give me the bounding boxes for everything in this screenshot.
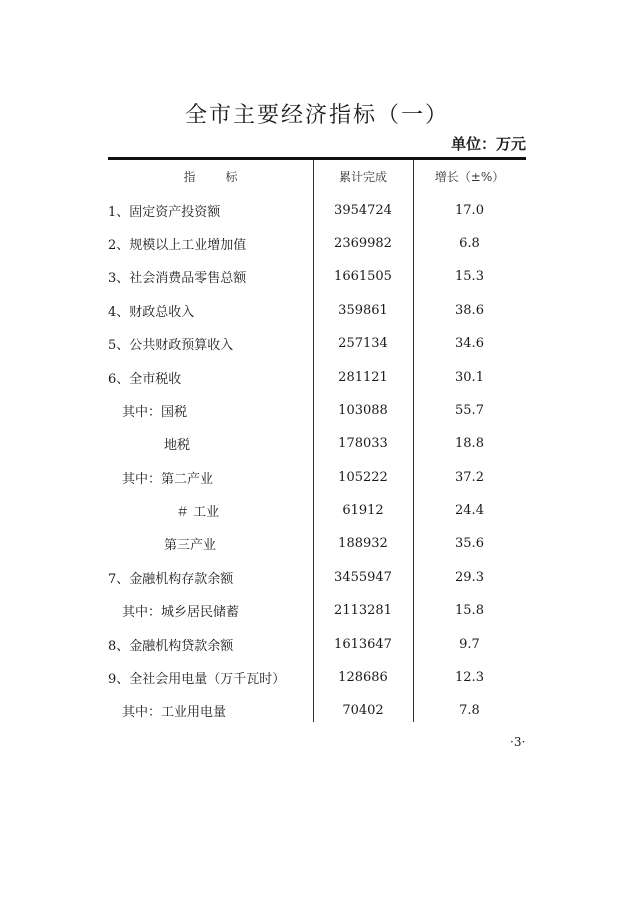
- row-name: 4、财政总收入: [108, 304, 195, 320]
- table-header-row: [108, 160, 526, 193]
- row-growth: 15.8: [455, 603, 484, 619]
- row-name: 7、金融机构存款余额: [108, 571, 234, 587]
- row-name: 3、社会消费品零售总额: [108, 271, 247, 287]
- page-title: 全市主要经济指标（一）: [184, 103, 449, 128]
- row-name: 第三产业: [164, 538, 217, 554]
- row-value: 1613647: [334, 636, 392, 652]
- row-value: 2369982: [334, 235, 392, 251]
- table-row: [108, 394, 526, 427]
- row-value: 188932: [338, 536, 388, 552]
- row-value: 3455947: [334, 569, 392, 585]
- table-row: [108, 193, 526, 226]
- row-value: 105222: [338, 469, 388, 485]
- table-row: [108, 561, 526, 594]
- table-row: [108, 227, 526, 260]
- row-value: 281121: [338, 369, 388, 385]
- row-growth: 18.8: [455, 436, 484, 452]
- row-name: 其中：工业用电量: [122, 705, 227, 721]
- row-growth: 9.7: [459, 636, 480, 652]
- row-growth: 29.3: [455, 569, 484, 585]
- table-row: [108, 494, 526, 527]
- row-value: 178033: [338, 436, 388, 452]
- indicator-table: [108, 160, 526, 728]
- row-value: 257134: [338, 336, 388, 352]
- page-number: ·3·: [510, 735, 526, 749]
- row-growth: 24.4: [455, 503, 484, 519]
- row-name: 2、规模以上工业增加值: [108, 237, 247, 253]
- row-growth: 37.2: [455, 469, 484, 485]
- row-growth: 34.6: [455, 336, 484, 352]
- row-value: 61912: [342, 503, 384, 519]
- row-growth: 38.6: [455, 302, 484, 318]
- row-name: 9、全社会用电量（万千瓦时）: [108, 672, 286, 688]
- row-growth: 35.6: [455, 536, 484, 552]
- header-growth: 增长（±%）: [434, 170, 505, 185]
- table-row: [108, 360, 526, 393]
- table-row: [108, 594, 526, 627]
- row-name: ＃ 工业: [176, 505, 220, 521]
- row-name: 8、金融机构贷款余额: [108, 638, 234, 654]
- row-name: 其中：城乡居民储蓄: [122, 605, 240, 621]
- table-row: [108, 427, 526, 460]
- row-value: 359861: [338, 302, 388, 318]
- row-value: 1661505: [334, 269, 392, 285]
- table-row: [108, 294, 526, 327]
- row-growth: 55.7: [455, 402, 484, 418]
- row-growth: 17.0: [455, 202, 484, 218]
- row-value: 128686: [338, 670, 388, 686]
- row-growth: 15.3: [455, 269, 484, 285]
- header-indicator: 指 标: [183, 170, 238, 185]
- row-name: 5、公共财政预算收入: [108, 338, 234, 354]
- row-value: 103088: [338, 402, 388, 418]
- row-name: 地税: [164, 438, 191, 454]
- table-row: [108, 327, 526, 360]
- row-growth: 30.1: [455, 369, 484, 385]
- row-name: 1、固定资产投资额: [108, 204, 221, 220]
- table-row: [108, 527, 526, 560]
- table-row: [108, 627, 526, 660]
- row-name: 其中：第二产业: [122, 471, 214, 487]
- table-row: [108, 694, 526, 727]
- table-row: [108, 461, 526, 494]
- row-value: 3954724: [334, 202, 392, 218]
- unit-label: 单位：万元: [450, 135, 526, 153]
- row-value: 70402: [342, 703, 384, 719]
- row-value: 2113281: [334, 603, 392, 619]
- row-growth: 6.8: [459, 235, 480, 251]
- row-growth: 7.8: [459, 703, 480, 719]
- header-cumulative: 累计完成: [338, 170, 387, 185]
- row-name: 6、全市税收: [108, 371, 182, 387]
- table-row: [108, 260, 526, 293]
- table-row: [108, 661, 526, 694]
- row-name: 其中：国税: [122, 404, 188, 420]
- row-growth: 12.3: [455, 670, 484, 686]
